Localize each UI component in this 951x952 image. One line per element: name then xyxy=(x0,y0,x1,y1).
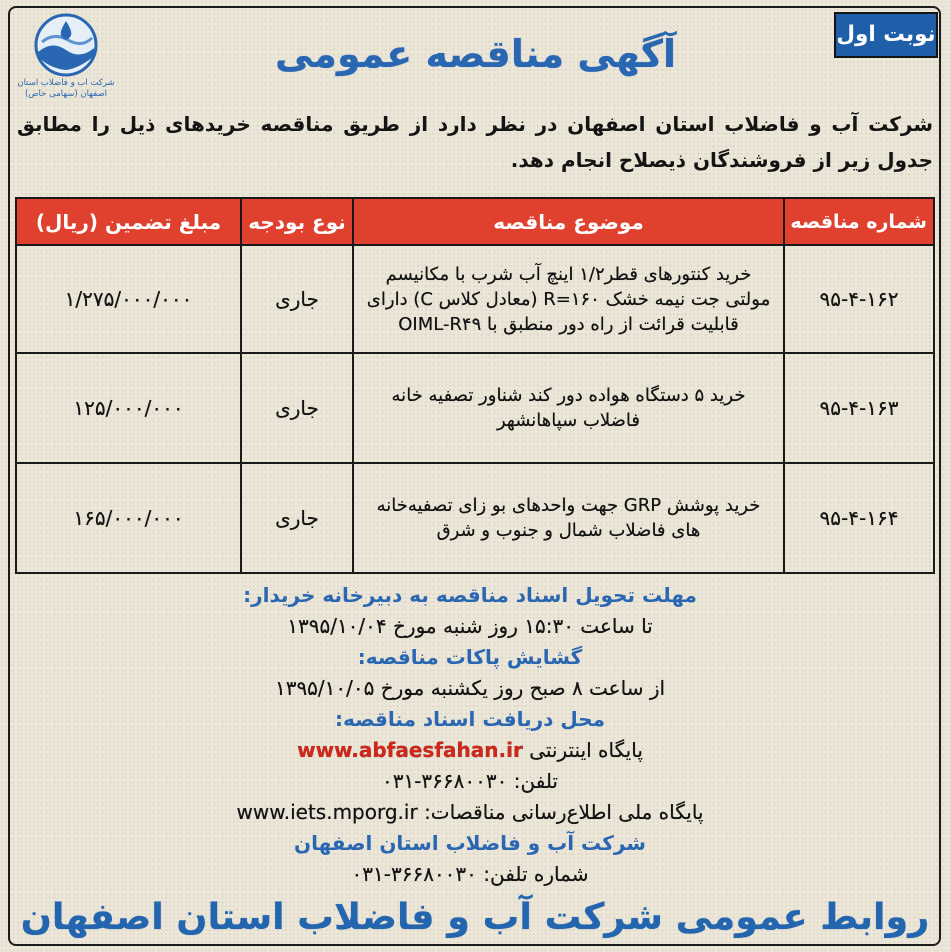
deadline-value: تا ساعت ۱۵:۳۰ روز شنبه مورخ ۱۳۹۵/۱۰/۰۴ xyxy=(287,614,653,638)
company-name: شرکت آب و فاضلاب استان اصفهان xyxy=(294,831,646,855)
national-portal-line xyxy=(145,797,795,828)
tender-number: ۹۵-۴-۱۶۲ xyxy=(819,287,899,311)
table-row xyxy=(16,245,934,353)
tender-number: ۹۵-۴-۱۶۴ xyxy=(819,506,899,530)
tender-number-cell xyxy=(784,353,934,463)
national-portal-label: پایگاه ملی اطلاع‌رسانی مناقصات: xyxy=(424,800,704,824)
budget-type-cell: جاری xyxy=(241,353,353,463)
phone-number: ۰۳۱-۳۶۶۸۰۰۳۰ xyxy=(381,769,508,793)
guarantee-amount: ۱۲۵/۰۰۰/۰۰۰ xyxy=(73,396,184,420)
issue-badge xyxy=(834,12,938,58)
tender-number-cell xyxy=(784,245,934,353)
logo-caption-line2: اصفهان (سهامی خاص) xyxy=(24,89,108,99)
tender-subject-cell: خرید ۵ دستگاه هواده دور کند شناور تصفیه خانه فاضلاب سپاهانشهر xyxy=(353,353,784,463)
page-title: آگهی مناقصه عمومی xyxy=(274,32,677,76)
national-portal-url: www.iets.mporg.ir xyxy=(236,800,418,824)
company-phone-number: ۰۳۱-۳۶۶۸۰۰۳۰ xyxy=(351,862,477,886)
website-line xyxy=(145,735,795,766)
budget-type-cell: جاری xyxy=(241,463,353,573)
header-guarantee-amount: مبلغ تضمین (ریال) xyxy=(16,198,241,245)
tender-subject-cell: خرید پوشش GRP جهت واحدهای بو زای تصفیه‌خانه های فاضلاب شمال و جنوب و شرق xyxy=(353,463,784,573)
tender-number-cell xyxy=(784,463,934,573)
tender-subject-cell: خرید کنتورهای قطر۱/۲ اینچ آب شرب با مکانیسم مولتی جت نیمه خشک R=۱۶۰ (معادل کلاس C) دارای قابلیت قرائت از راه دور منطبق با OIML-R۴۹ xyxy=(353,245,784,353)
guarantee-amount-cell xyxy=(16,463,241,573)
header-tender-number: شماره مناقصه xyxy=(784,198,934,245)
header-tender-subject: موضوع مناقصه xyxy=(353,198,784,245)
guarantee-amount-cell xyxy=(16,245,241,353)
phone-line xyxy=(145,766,795,797)
table-row xyxy=(16,353,934,463)
public-relations-signature: روابط عمومی شرکت آب و فاضلاب استان اصفهان xyxy=(20,895,930,938)
opening-value: از ساعت ۸ صبح روز یکشنبه مورخ ۱۳۹۵/۱۰/۰۵ xyxy=(274,676,666,700)
guarantee-amount-cell xyxy=(16,353,241,463)
deadline-label: مهلت تحویل اسناد مناقصه به دبیرخانه خریدار: xyxy=(243,583,697,607)
issue-badge-label: نوبت اول xyxy=(836,22,936,47)
logo-caption-line1: شرکت آب و فاضلاب استان xyxy=(17,78,115,88)
tender-details xyxy=(145,580,795,890)
website-label: پایگاه اینترنتی xyxy=(529,738,643,762)
tender-table xyxy=(15,197,935,574)
header-budget-type: نوع بودجه xyxy=(241,198,353,245)
phone-label: تلفن: xyxy=(513,769,559,793)
intro-paragraph: شرکت آب و فاضلاب استان اصفهان در نظر دارد از طریق مناقصه خریدهای ذیل را مطابق جدول زیر از فروشندگان ذیصلاح انجام دهد. xyxy=(17,112,933,172)
water-drop-logo-icon xyxy=(18,12,114,78)
budget-type-cell: جاری xyxy=(241,245,353,353)
website-url: www.abfaesfahan.ir xyxy=(297,738,523,762)
tender-table-body xyxy=(16,245,934,573)
tender-table-header xyxy=(16,198,934,245)
table-row xyxy=(16,463,934,573)
opening-label: گشایش پاکات مناقصه: xyxy=(357,645,583,669)
header-row xyxy=(16,198,934,245)
company-phone-label: شماره تلفن: xyxy=(483,862,589,886)
guarantee-amount: ۱/۲۷۵/۰۰۰/۰۰۰ xyxy=(64,287,193,311)
tender-number: ۹۵-۴-۱۶۳ xyxy=(819,396,899,420)
guarantee-amount: ۱۶۵/۰۰۰/۰۰۰ xyxy=(73,506,184,530)
company-logo xyxy=(16,12,116,112)
documents-location-label: محل دریافت اسناد مناقصه: xyxy=(334,707,606,731)
company-phone-line xyxy=(145,859,795,890)
